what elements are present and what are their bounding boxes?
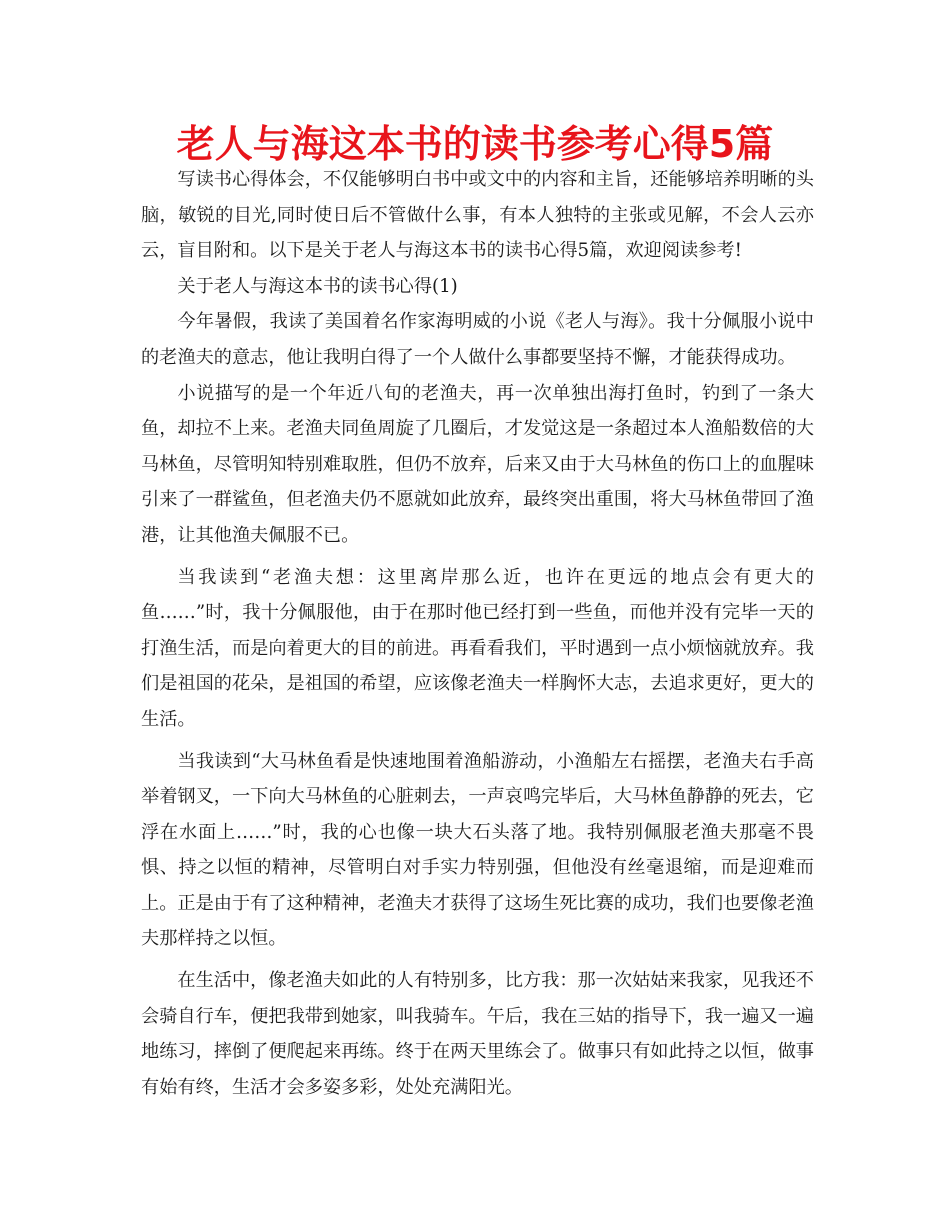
intro-paragraph: 写读书心得体会，不仅能够明白书中或文中的内容和主旨，还能够培养明晰的头脑，敏锐的目光,同时使日后不管做什么事，有本人独特的主张或见解，不会人云亦云，盲目附和。以下是关于老人与海这本书的读书心得5篇，欢迎阅读参考! bbox=[141, 169, 814, 262]
section-heading: 关于老人与海这本书的读书心得(1) bbox=[177, 275, 458, 297]
body-paragraph: 今年暑假，我读了美国着名作家海明威的小说《老人与海》。我十分佩服小说中的老渔夫的意志，他让我明白得了一个人做什么事都要坚持不懈，才能获得成功。 bbox=[141, 311, 814, 368]
body-paragraph: 小说描写的是一个年近八旬的老渔夫，再一次单独出海打鱼时，钓到了一条大鱼，却拉不上来。老渔夫同鱼周旋了几圈后，才发觉这是一条超过本人渔船数倍的大马林鱼，尽管明知特别难取胜，但仍不放弃，后来又由于大马林鱼的伤口上的血腥味引来了一群鲨鱼，但老渔夫仍不愿就如此放弃，最终突出重围，将大马林鱼带回了渔港，让其他渔夫佩服不已。 bbox=[141, 382, 814, 546]
body-paragraph: 当我读到“大马林鱼看是快速地围着渔船游动，小渔船左右摇摆，老渔夫右手高举着钢叉，一下向大马林鱼的心脏刺去，一声哀鸣完毕后，大马林鱼静静的死去，它浮在水面上……”时，我的心也像一块大石头落了地。我特别佩服老渔夫那毫不畏惧、持之以恒的精神，尽管明白对手实力特别强，但他没有丝毫退缩，而是迎难而上。正是由于有了这种精神，老渔夫才获得了这场生死比赛的成功，我们也要像老渔夫那样持之以恒。 bbox=[141, 750, 814, 950]
body-paragraph: 在生活中，像老渔夫如此的人有特别多，比方我：那一次姑姑来我家，见我还不会骑自行车，便把我带到她家，叫我骑车。午后，我在三姑的指导下，我一遍又一遍地练习，摔倒了便爬起来再练。终于在两天里练会了。做事只有如此持之以恒，做事有始有终，生活才会多姿多彩，处处充满阳光。 bbox=[141, 970, 814, 1098]
document-body bbox=[141, 162, 814, 1105]
document-title: 老人与海这本书的读书参考心得5篇 bbox=[176, 122, 774, 166]
body-paragraph: 当我读到“老渔夫想：这里离岸那么近，也许在更远的地点会有更大的鱼……”时，我十分佩服他，由于在那时他已经打到一些鱼，而他并没有完毕一天的打渔生活，而是向着更大的目的前进。再看看我们，平时遇到一点小烦恼就放弃。我们是祖国的花朵，是祖国的希望，应该像老渔夫一样胸怀大志，去追求更好，更大的生活。 bbox=[141, 566, 814, 730]
